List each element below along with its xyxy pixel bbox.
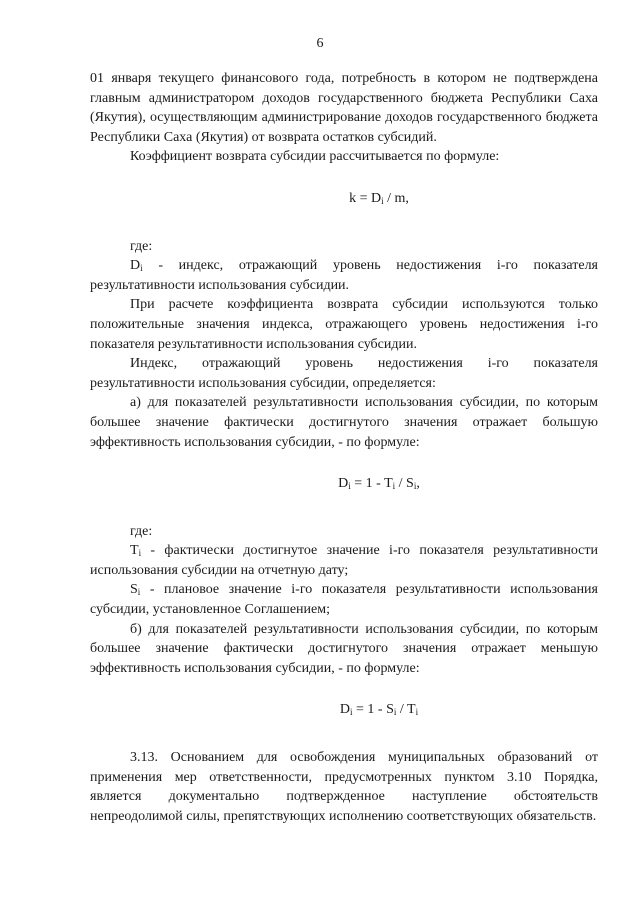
paragraph-ti-definition <box>90 541 598 580</box>
formula2-b-sub: i <box>392 481 396 492</box>
formula3-a: D <box>339 702 351 718</box>
formula-return-coefficient <box>90 189 598 209</box>
di-symbol: D <box>130 258 141 274</box>
formula2-d: , <box>416 476 420 492</box>
paragraph-section-3-13: 3.13. Основанием для освобождения муниципальных образований от применения мер ответственности, предусмотренных пунктом 3.10 Порядка, является документально подтвержденное наступление обстоятельств непреодолимой силы, препятствующих исполнению соответствующих обязательств. <box>90 750 598 824</box>
formula3-c-sub: i <box>415 707 419 718</box>
di-definition-text: - индекс, отражающий уровень недостижения i-го показателя результативности использования субсидии. <box>90 258 598 293</box>
paragraph-case-a: а) для показателей результативности использования субсидии, по которым большее значение фактически достигнутого значения отражает большую эффективность использования субсидии, - по формуле: <box>90 395 598 450</box>
formula2-b: = 1 - T <box>350 476 393 492</box>
paragraph-case-b: б) для показателей результативности использования субсидии, по которым большее значение фактически достигнутого значения отражает меньшую эффективность использования субсидии, - по формуле: <box>90 621 598 676</box>
formula2-a-sub: i <box>348 481 351 492</box>
formula2-c: / S <box>395 476 414 492</box>
formula-index-case-b <box>90 700 598 720</box>
ti-definition-text: - фактически достигнутое значение i-го показателя результативности использования субсидии на отчетную дату; <box>90 543 598 578</box>
paragraph-continuation: 01 января текущего финансового года, потребность в котором не подтверждена главным администратором доходов государственного бюджета Республики Саха (Якутия), осуществляющим администрирование доходов государственного бюджета Республики Саха (Якутия) от возврата остатков субсидий. <box>90 71 598 145</box>
formula3-a-sub: i <box>350 707 353 718</box>
si-symbol: S <box>130 582 138 598</box>
paragraph-positive-values: При расчете коэффициента возврата субсидии используются только положительные значения индекса, отражающего уровень недостижения i-го показателя результативности использования субсидии. <box>90 297 598 352</box>
paragraph-di-definition <box>90 256 598 295</box>
ti-symbol: T <box>130 543 139 559</box>
paragraph-where-2: где: <box>130 523 153 539</box>
paragraph-where-1: где: <box>130 238 153 254</box>
formula2-c-sub: i <box>413 481 417 492</box>
page-number: 6 <box>316 36 324 51</box>
formula3-c: / T <box>396 702 416 718</box>
paragraph-si-definition <box>90 580 598 619</box>
formula3-b-sub: i <box>393 707 397 718</box>
ti-symbol-sub: i <box>138 548 142 559</box>
formula1-lhs: k = D <box>349 190 382 206</box>
di-symbol-sub: i <box>140 263 143 274</box>
formula2-a: D <box>338 476 349 492</box>
formula1-sub: i <box>381 195 384 206</box>
formula-index-case-a <box>90 474 598 494</box>
si-symbol-sub: i <box>137 587 141 598</box>
paragraph-formula-intro: Коэффициент возврата субсидии рассчитывается по формуле: <box>130 149 500 165</box>
paragraph-index-determined: Индекс, отражающий уровень недостижения i-го показателя результативности использования субсидии, определяется: <box>90 356 598 391</box>
si-definition-text: - плановое значение i-го показателя результативности использования субсидии, установленное Соглашением; <box>90 582 598 618</box>
formula3-b: = 1 - S <box>352 702 394 718</box>
formula1-rhs: / m, <box>383 190 409 206</box>
document-body <box>90 69 598 826</box>
